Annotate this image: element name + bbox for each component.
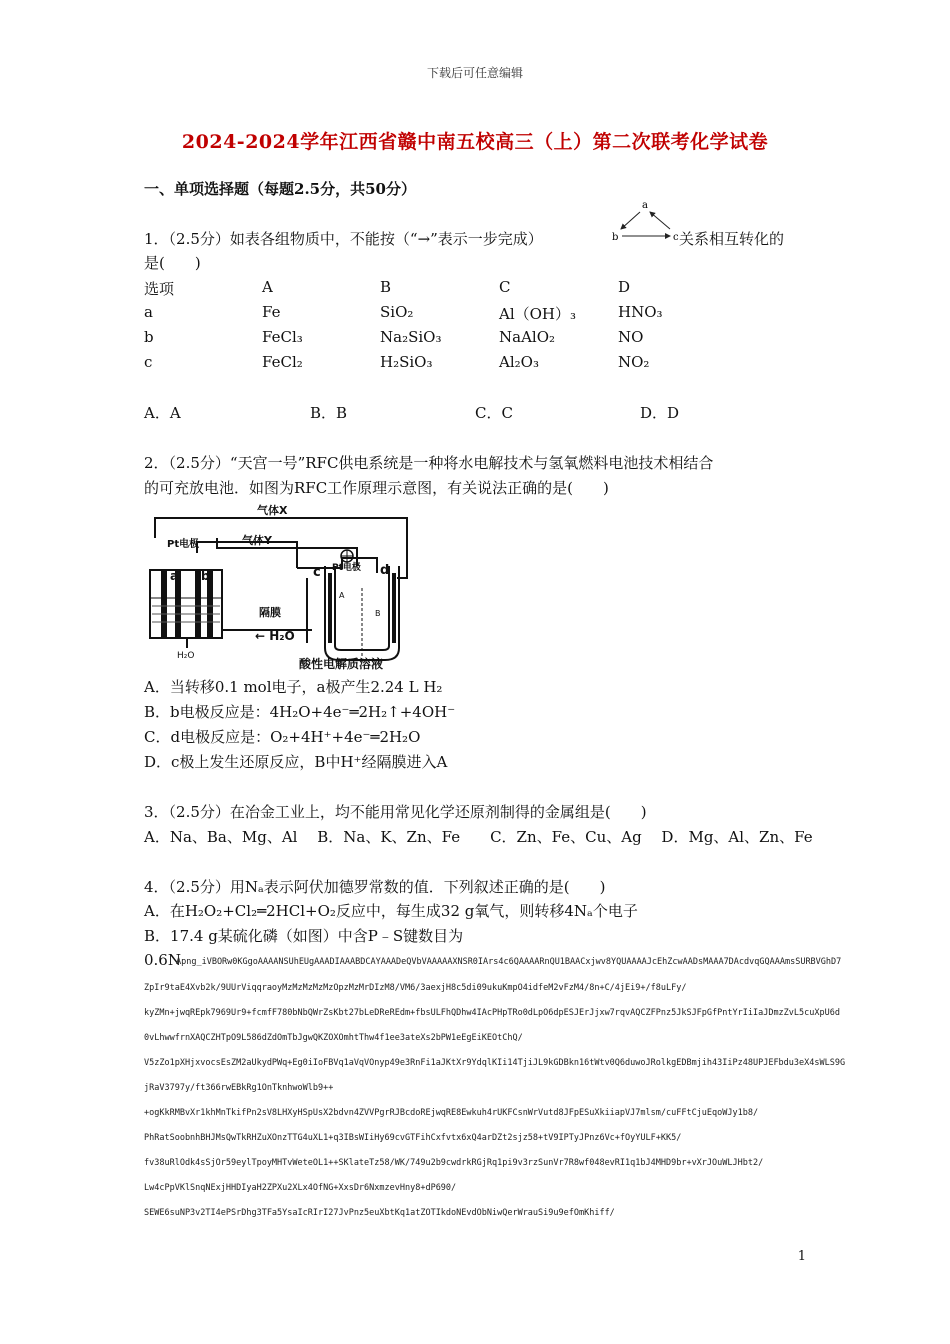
base64-line: +ogKkRMBvXr1khMnTkifPn2sV8LHXyHSpUsX2bdvn4ZVVPgrRJBcdoREjwqRE8Ewkuh4rUKFCsnWrVutd8JFpESuXkiiapVJ7mlsm/cuFFtCjuEqoWJy1b8/ — [144, 1108, 759, 1118]
base64-line: Apng_iVBORw0KGgoAAAANSUhEUgAAADIAAABDCAYAAADeQVbVAAAAAXNSR0IArs4c6QAAAARnQU1BAACxjwv8YQUAAAAJcEhZcwAADsMAAA7DAcdvqGQAAAmsSURBVGhD7 — [176, 957, 842, 967]
q2-option-a: A．当转移0.1 mol电子，a极产生2.24 L H₂ — [144, 678, 443, 696]
triangle-node-a: a — [642, 200, 648, 211]
label-B: B — [375, 609, 381, 618]
q4-option-b: B．17.4 g某硫化磷（如图）中含P﹣S键数目为 — [144, 927, 464, 945]
label-a: a — [170, 569, 179, 583]
triangle-node-b: b — [612, 232, 619, 243]
q1-stem-part2: 关系相互转化的 — [679, 230, 785, 248]
q1-table-header-option: 选项 — [144, 280, 175, 298]
q2-stem-line1: 2．（2.5分）“天宫一号”RFC供电系统是一种将水电解技术与氢氧燃料电池技术相结合 — [144, 454, 714, 472]
q1-table-header-d: D — [618, 278, 631, 296]
q1-option-a: A．A — [144, 404, 181, 422]
base64-line: 0vLhwwfrnXAQCZHTpO9L586dZdOmTbJgwQKZOXOmhtThw4f1ee3ateXs2bPW1eEgEiKEOtChQ/ — [144, 1033, 523, 1043]
q1-option-c: C．C — [475, 404, 513, 422]
q1-option-d: D．D — [640, 404, 680, 422]
table-cell: H₂SiO₃ — [380, 353, 433, 371]
section-heading: 一、单项选择题（每题2.5分，共50分） — [144, 180, 416, 198]
table-cell: Al₂O₃ — [499, 353, 539, 371]
q4-option-b-tail: 0.6N — [144, 951, 181, 969]
triangle-node-c: c — [673, 232, 679, 243]
base64-line: PhRatSoobnhBHJMsQwTkRHZuXOnzTTG4uXL1+q3IBsWIiHy69cvGTFihCxfvtx6xQ4arDZt2sjz58+tV9IPTyJPnz6Vc+fOyYULF+KK5/ — [144, 1133, 682, 1143]
table-cell: FeCl₂ — [262, 353, 303, 371]
label-pt-electrode-left: Pt电极 — [167, 539, 200, 550]
rfc-diagram — [147, 498, 412, 670]
q1-option-b: B．B — [310, 404, 348, 422]
q1-stem-part3: 是( ) — [144, 254, 201, 272]
table-cell: FeCl₃ — [262, 328, 303, 346]
table-cell: NaAlO₂ — [499, 328, 556, 346]
label-pt-electrode-right: Pt电极 — [332, 563, 361, 573]
q2-option-d: D．c极上发生还原反应，B中H⁺经隔膜进入A — [144, 753, 448, 771]
q3-options: A．Na、Ba、Mg、Al B．Na、K、Zn、Fe C．Zn、Fe、Cu、Ag D．Mg、Al、Zn、Fe — [144, 828, 813, 846]
table-cell: c — [144, 353, 153, 371]
table-cell: a — [144, 303, 153, 321]
label-gas-y: 气体Y — [242, 534, 272, 547]
q1-triangle-diagram — [610, 198, 682, 246]
label-gas-x: 气体X — [257, 504, 288, 517]
label-d: d — [380, 563, 390, 578]
table-cell: NO₂ — [618, 353, 650, 371]
q3-stem: 3．（2.5分）在冶金工业上，均不能用常见化学还原剂制得的金属组是( ) — [144, 803, 647, 821]
arrow-a-to-b — [621, 212, 640, 229]
q4-stem: 4．（2.5分）用Nₐ表示阿伏加德罗常数的值．下列叙述正确的是( ) — [144, 878, 606, 896]
table-cell: b — [144, 328, 154, 346]
base64-line: SEWE6suNP3v2TI4ePSrDhg3TFa5YsaIcRIrI27JvPnz5euXbtKq1atZOTIkdoNEvdObNiwQerWrauSi9u9efOmKhiff/ — [144, 1208, 615, 1218]
q2-option-c: C．d电极反应是：O₂+4H⁺+4e⁻═2H₂O — [144, 728, 421, 746]
table-cell: Na₂SiO₃ — [380, 328, 442, 346]
label-c: c — [313, 565, 321, 580]
figure-caption: 酸性电解质溶液 — [299, 657, 384, 670]
base64-line: fv38uRlOdk4sSjOr59eylTpoyMHTvWeteOL1++SKlateTz58/WK/749u2b9cwdrkRGjRq1pi9v3rzSunVr7R8wf048evRI1q1bJ4MHD9br+vXrJOuWLJHbt2/ — [144, 1158, 764, 1168]
table-cell: NO — [618, 328, 644, 346]
base64-line: ZpIr9taE4Xvb2k/9UUrViqqraoyMzMzMzMzMzOpzMzMrDIzM8/VM6/3aexjH8c5di09ukuKmpO4idfeM2vFzM4/8n+C/4jEi9+/f8uLFy/ — [144, 983, 687, 993]
q2-stem-line2: 的可充放电池．如图为RFC工作原理示意图，有关说法正确的是( ) — [144, 479, 609, 497]
table-cell: Fe — [262, 303, 281, 321]
q1-table-header-c: C — [499, 278, 511, 296]
label-water-flow: ← H₂O — [255, 629, 295, 643]
page-number: 1 — [797, 1249, 806, 1264]
base64-line: V5zZo1pXHjxvocsEsZM2aUkydPWq+Eg0iIoFBVq1aVqVOnyp49e3RnFi1aJKtXr9YdqlKIi14TjiJL9kGDBkn16tWtv0Q6duwoJRolkgEDBmjih43IiPz48UPJEFbdu3eX4sWLS9G — [144, 1058, 846, 1068]
base64-line: kyZMn+jwqREpk7969Ur9+fcmfF780bNbQWrZsKbt27bLeDReREdm+fbsULFhQDhw4IAcPHpTRo0dLpO6dpESJErJjxw7rqvAQCZFPnz5JkSJFpGfPntYrIiIaJDmzZvL5cuXpU6d — [144, 1008, 840, 1018]
q1-stem-part1: 1．（2.5分）如表各组物质中，不能按（“→”表示一步完成） — [144, 230, 543, 248]
q2-option-b: B．b电极反应是：4H₂O+4e⁻═2H₂↑+4OH⁻ — [144, 703, 456, 721]
q1-table-header-a: A — [262, 278, 273, 296]
table-cell: HNO₃ — [618, 303, 663, 321]
label-b: b — [201, 569, 210, 583]
label-membrane: 隔膜 — [259, 606, 281, 619]
q1-table-header-b: B — [380, 278, 392, 296]
q4-option-a: A．在H₂O₂+Cl₂═2HCl+O₂反应中，每生成32 g氧气，则转移4Nₐ个电子 — [144, 902, 638, 920]
arrow-c-to-a — [650, 212, 670, 229]
table-cell: Al（OH）₃ — [499, 305, 577, 323]
table-cell: SiO₂ — [380, 303, 414, 321]
page-header: 下载后可任意编辑 — [426, 66, 523, 80]
label-water: H₂O — [177, 651, 195, 661]
base64-line: jRaV3797y/ft366rwEBkRg1OnTknhwoWlb9++ — [144, 1083, 334, 1093]
exam-title: 2024-2024学年江西省赣中南五校高三（上）第二次联考化学试卷 — [181, 131, 769, 153]
base64-line: Lw4cPpVKlSnqNExjHHDIyaH2ZPXu2XLx4OfNG+XxsDr6NxmzevHny8+dP690/ — [144, 1183, 457, 1193]
label-A: A — [339, 591, 345, 600]
